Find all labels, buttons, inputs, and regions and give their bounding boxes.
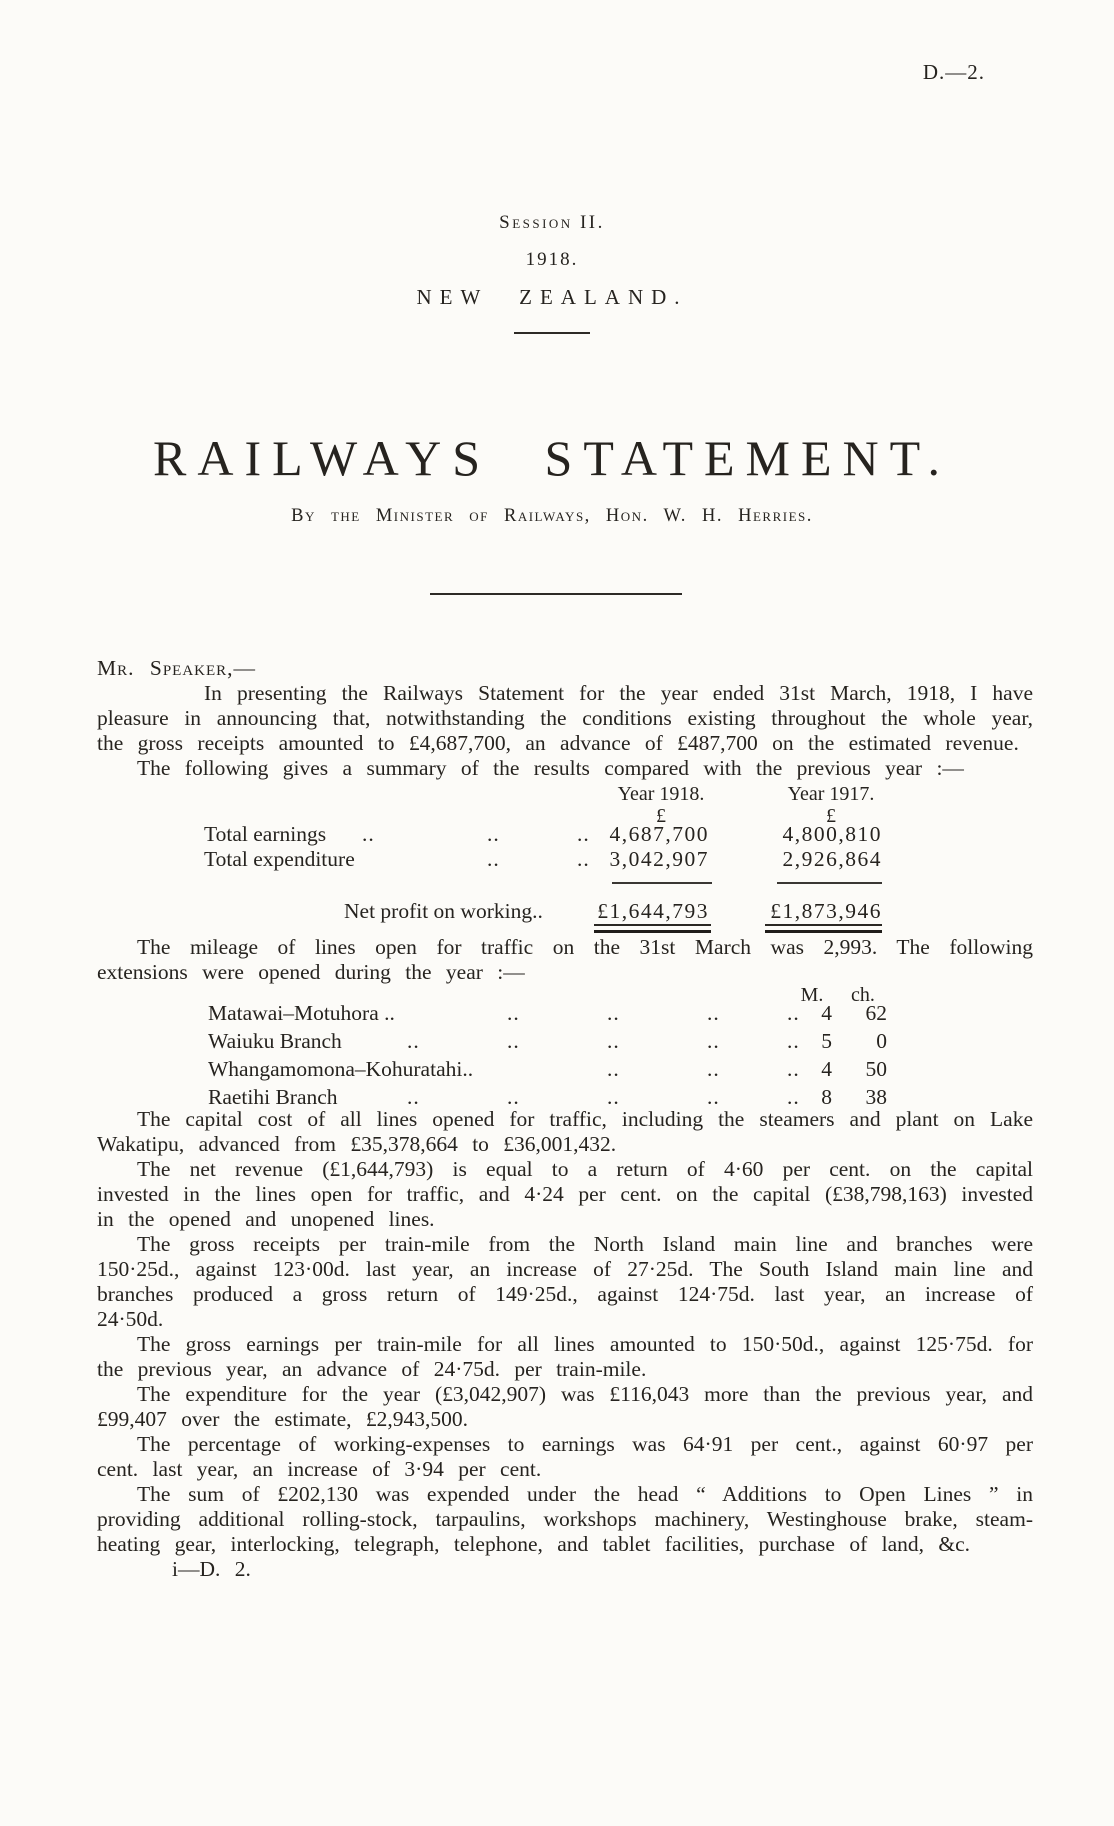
double-rule (765, 924, 882, 933)
value-1918: 4,687,700 (609, 822, 709, 846)
double-rule (594, 924, 711, 933)
chains-value: 50 (865, 1057, 887, 1081)
paragraph-net-revenue: The net revenue (£1,644,793) is equal to a return of 4·60 per cent. on the capital invested in the lines open for traffic, and 4·24 per cent. on the capital (£38,798,163) invested in the opened and unopened lines. (97, 1157, 1033, 1231)
total-rule (612, 882, 712, 884)
dot-leader: .. (577, 822, 590, 846)
byline: By the Minister of Railways, Hon. W. H. Herries. (291, 506, 813, 526)
value-1918: 3,042,907 (609, 847, 709, 871)
dot-leader: .. (707, 1057, 720, 1081)
dot-leader: .. (487, 847, 500, 871)
extension-name: Whangamomona–Kohuratahi.. (208, 1057, 474, 1081)
paragraph-gross-earnings: The gross earnings per train-mile for all lines amounted to 150·50d., against 125·75d. for the previous year, an advance of 24·75d. per train-mile. (97, 1332, 1033, 1381)
dot-leader: .. (407, 1085, 420, 1109)
miles-value: 8 (821, 1085, 832, 1109)
row-label: Total earnings (204, 822, 327, 846)
chains-value: 38 (865, 1085, 887, 1109)
dot-leader: .. (607, 1085, 620, 1109)
dot-leader: .. (607, 1057, 620, 1081)
currency-symbol: £ (656, 805, 666, 827)
paragraph-additions-open-lines: The sum of £202,130 was expended under the head “ Additions to Open Lines ” in providing additional rolling-stock, tarpaulins, workshops machinery, Westinghouse brake, steam-heating gear, interlocking, telegraph, telephone, and tablet facilities, purchase of land, &c. (97, 1482, 1033, 1556)
chains-value: 0 (876, 1029, 887, 1053)
value-1917: 4,800,810 (782, 822, 882, 846)
column-header-miles: M. (800, 984, 824, 1006)
dot-leader: .. (707, 1001, 720, 1025)
miles-value: 5 (821, 1029, 832, 1053)
salutation: Mr. Speaker,— (97, 656, 257, 680)
dot-leader: .. (507, 1085, 520, 1109)
column-header-year-1917: Year 1917. (787, 783, 875, 805)
dot-leader: .. (787, 1029, 800, 1053)
dot-leader: .. (407, 1029, 420, 1053)
dot-leader: .. (507, 1001, 520, 1025)
dot-leader: .. (362, 822, 375, 846)
dot-leader: .. (577, 847, 590, 871)
extension-name: Matawai–Motuhora .. (208, 1001, 395, 1025)
miles-value: 4 (821, 1057, 832, 1081)
column-header-chains: ch. (851, 984, 875, 1006)
summary-table (97, 783, 1033, 935)
dot-leader: .. (487, 822, 500, 846)
extension-name: Raetihi Branch (208, 1085, 338, 1109)
paragraph-mileage: The mileage of lines open for traffic on the 31st March was 2,993. The following extensions were opened during the year :— (97, 935, 1033, 984)
dot-leader: .. (787, 1001, 800, 1025)
paragraph-summary-lead: The following gives a summary of the results compared with the previous year :— (137, 756, 964, 780)
extension-name: Waiuku Branch (208, 1029, 342, 1053)
doc-reference-number: D.—2. (922, 60, 985, 84)
ornament-rule (514, 332, 590, 334)
miles-value: 4 (821, 1001, 832, 1025)
byline-rule (430, 593, 682, 595)
dot-leader: .. (787, 1085, 800, 1109)
document-body (97, 656, 1033, 1582)
total-rule (777, 882, 882, 884)
dot-leader: .. (787, 1057, 800, 1081)
extensions-table (97, 983, 1033, 1107)
dot-leader: .. (707, 1085, 720, 1109)
footer-signature: i—D. 2. (172, 1557, 251, 1581)
page-title: RAILWAYS STATEMENT. (153, 430, 951, 486)
column-header-year-1918: Year 1918. (617, 783, 705, 805)
row-label: Total expenditure (204, 847, 355, 871)
value-1917: 2,926,864 (782, 847, 882, 871)
net-profit-1917: £1,873,946 (770, 899, 882, 923)
dot-leader: .. (607, 1001, 620, 1025)
paragraph-gross-receipts: The gross receipts per train-mile from the North Island main line and branches were 150·25d., against 123·00d. last year, an increase of 27·25d. The South Island main line and branches produced a gross return of 149·25d., against 124·75d. last year, an increase of 24·50d. (97, 1232, 1033, 1331)
paragraph-capital-cost: The capital cost of all lines opened for traffic, including the steamers and plant on Lake Wakatipu, advanced from £35,378,664 to £36,001,432. (97, 1107, 1033, 1156)
paragraph-expenditure: The expenditure for the year (£3,042,907) was £116,043 more than the previous year, and £99,407 over the estimate, £2,943,500. (97, 1382, 1033, 1431)
net-profit-1918: £1,644,793 (597, 899, 709, 923)
paragraph-intro: In presenting the Railways Statement for the year ended 31st March, 1918, I have pleasure in announcing that, notwithstanding the conditions existing throughout the whole year, the gross receipts amounted to £4,687,700, an advance of £487,700 on the estimated revenue. (97, 681, 1033, 755)
chains-value: 62 (865, 1001, 887, 1025)
year-line: 1918. (525, 249, 579, 270)
net-profit-label: Net profit on working.. (344, 899, 543, 923)
dot-leader: .. (707, 1029, 720, 1053)
dot-leader: .. (607, 1029, 620, 1053)
session-line: Session II. (499, 212, 605, 233)
dot-leader: .. (507, 1029, 520, 1053)
paragraph-working-expenses: The percentage of working-expenses to earnings was 64·91 per cent., against 60·97 per cent. last year, an increase of 3·94 per cent. (97, 1432, 1033, 1481)
country-line: NEW ZEALAND. (416, 285, 688, 309)
currency-symbol: £ (826, 805, 836, 827)
